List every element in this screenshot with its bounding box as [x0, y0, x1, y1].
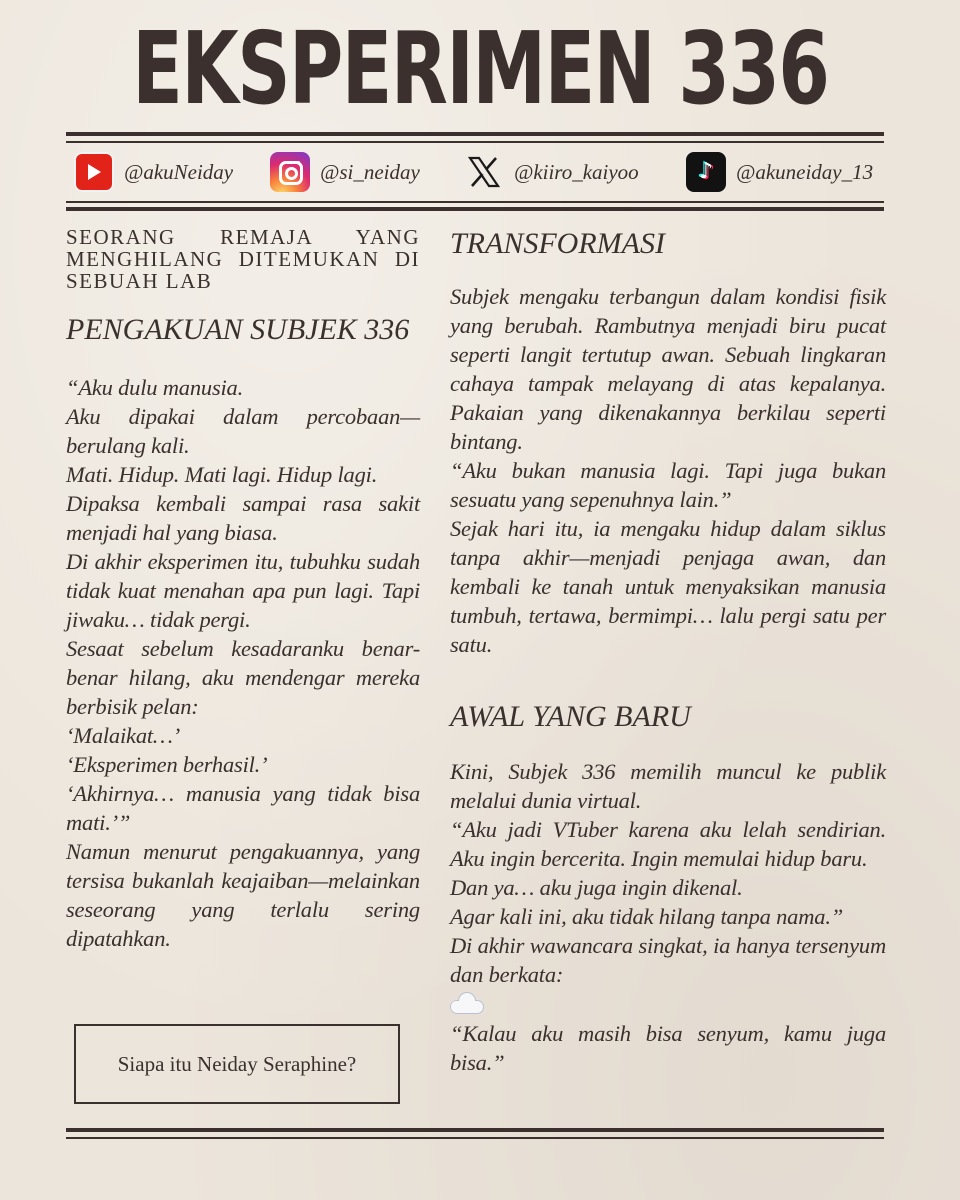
youtube-icon: [74, 152, 114, 192]
kicker-headline: SEORANG REMAJA YANG MENGHILANG DITEMUKAN DI SEBUAH LAB: [66, 225, 420, 293]
section-body-transformasi: Subjek mengaku terbangun dalam kondisi fisik yang berubah. Rambutnya menjadi biru pucat seperti langit tertutup awan. Sebuah lingkaran cahaya tampak melayang di atas kepalanya. Pakaian yang dikenakannya berkilau seperti bintang. “Aku bukan manusia lagi. Tapi juga bukan sesuatu yang sepenuhnya lain.” Sejak hari itu, ia mengaku hidup dalam siklus tanpa akhir—menjadi penjaga awan, dan kembali ke tanah untuk menyaksikan manusia tumbuh, tertawa, bermimpi… lalu pergi satu per satu.: [450, 284, 886, 657]
x-handle[interactable]: @kiiro_kaiyoo: [514, 159, 639, 184]
instagram-handle[interactable]: @si_neiday: [320, 159, 420, 184]
left-body: “Aku dulu manusia. Aku dipakai dalam percobaan—berulang kali. Mati. Hidup. Mati lagi. Hidup lagi. Dipaksa kembali sampai rasa sakit menjadi hal yang biasa. Di akhir eksperimen itu, tubuhku sudah tidak kuat menahan apa pun lagi. Tapi jiwaku… tidak pergi. Sesaat sebelum kesadaranku benar-benar hilang, aku mendengar mereka berbisik pelan: ‘Malaikat…’ ‘Eksperimen berhasil.’ ‘Akhirnya… manusia yang tidak bisa mati.’” Namun menurut pengakuannya, yang tersisa bukanlah keajaiban—melainkan seseorang yang terlalu sering dipatahkan.: [66, 375, 420, 951]
social-tiktok[interactable]: [686, 152, 873, 192]
bottom-rule-thick: [66, 1128, 884, 1132]
section-body-awal: Kini, Subjek 336 memilih muncul ke publik melalui dunia virtual. “Aku jadi VTuber karena aku lelah sendirian. Aku ingin bercerita. Ingin memulai hidup baru. Dan ya… aku juga ingin dikenal. Agar kali ini, aku tidak hilang tanpa nama.” Di akhir wawancara singkat, ia hanya tersenyum dan berkata:: [450, 759, 886, 987]
closing-quote: “Kalau aku masih bisa senyum, kamu juga bisa.”: [450, 1021, 886, 1075]
social-instagram[interactable]: [270, 152, 420, 192]
social-youtube[interactable]: [74, 152, 233, 192]
section-heading-awal: AWAL YANG BARU: [450, 700, 691, 733]
social-rule-thin: [66, 201, 884, 203]
social-bar: [66, 146, 884, 198]
tiktok-icon: ♪: [686, 152, 726, 192]
page-title: EKSPERIMEN 336: [131, 10, 829, 127]
bottom-rule-thin: [66, 1137, 884, 1139]
callout-box: Siapa itu Neiday Seraphine?: [74, 1024, 400, 1104]
section-heading-transformasi: TRANSFORMASI: [450, 227, 665, 260]
top-rule-thin: [66, 141, 884, 143]
left-column: [66, 226, 420, 953]
right-column: [450, 226, 886, 1077]
top-rule-thick: [66, 132, 884, 136]
social-x[interactable]: [464, 152, 639, 192]
instagram-icon: [270, 152, 310, 192]
x-icon: [464, 152, 504, 192]
tiktok-handle[interactable]: @akuneiday_13: [736, 159, 874, 184]
cloud-icon: [450, 991, 886, 1019]
masthead: [0, 8, 960, 130]
social-rule-thick: [66, 207, 884, 211]
youtube-handle[interactable]: @akuNeiday: [124, 159, 234, 184]
left-heading: PENGAKUAN SUBJEK 336: [66, 313, 410, 346]
